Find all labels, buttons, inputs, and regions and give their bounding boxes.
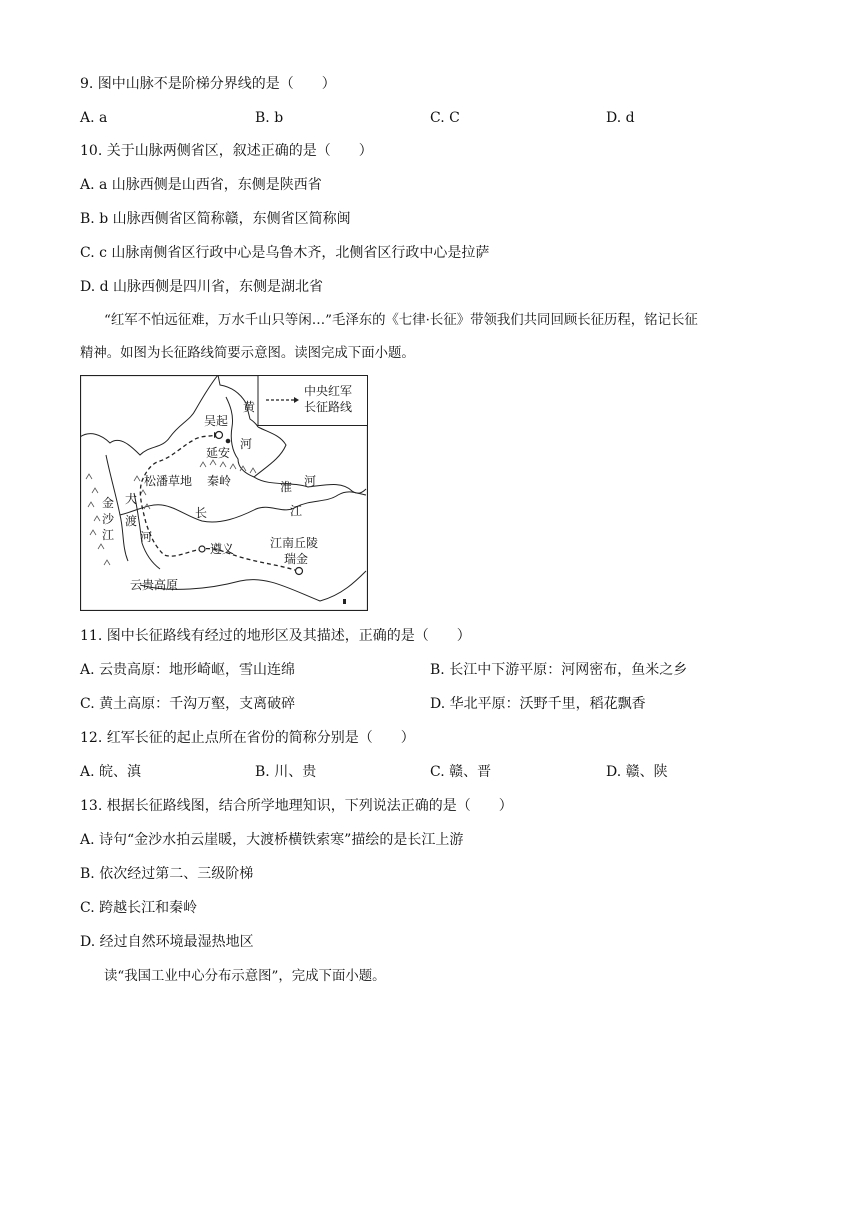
q13-option-b: B. 依次经过第二、三级阶梯 [80, 866, 254, 882]
label-da: 大 [125, 492, 138, 506]
label-chang: 长 [195, 506, 208, 520]
wuqi-point [216, 432, 223, 439]
label-jiang-1: 江 [102, 528, 115, 542]
label-sha: 沙 [102, 512, 115, 526]
label-du: 渡 [125, 514, 138, 528]
q11-option-b: B. 长江中下游平原：河网密布，鱼米之乡 [430, 662, 688, 678]
label-jiang-2: 江 [290, 504, 303, 518]
q10-option-b: B. b 山脉西侧省区简称赣，东侧省区简称闽 [80, 211, 351, 227]
q10-option-d: D. d 山脉西侧是四川省，东侧是湖北省 [80, 279, 324, 295]
q10-option-c: C. c 山脉南侧省区行政中心是乌鲁木齐，北侧省区行政中心是拉萨 [80, 245, 490, 261]
label-yungui: 云贵高原 [130, 578, 179, 592]
label-he-1: 河 [240, 437, 253, 451]
label-zunyi: 遵义 [210, 542, 235, 556]
island-marker [343, 599, 346, 604]
q13-stem: 13. 根据长征路线图，结合所学地理知识，下列说法正确的是（ ） [80, 798, 513, 814]
q11-option-d: D. 华北平原：沃野千里，稻花飘香 [430, 696, 646, 712]
q12-option-d: D. 赣、陕 [606, 764, 668, 780]
q13-option-a: A. 诗句“金沙水拍云崖暖，大渡桥横铁索寒”描绘的是长江上游 [80, 832, 464, 848]
label-huai: 淮 [280, 480, 293, 494]
q11-option-a: A. 云贵高原：地形崎岖，雪山连绵 [80, 662, 296, 678]
ruijin-point [296, 568, 303, 575]
label-he-3: 河 [140, 530, 153, 544]
q13-option-d: D. 经过自然环境最湿热地区 [80, 934, 254, 950]
q9-stem: 9. 图中山脉不是阶梯分界线的是（ ） [80, 76, 336, 92]
label-qinling: 秦岭 [207, 474, 232, 488]
q12-option-b: B. 川、贵 [255, 764, 317, 780]
intro-paragraph-line2: 精神。如图为长征路线简要示意图。读图完成下面小题。 [80, 346, 415, 361]
q9-option-a: A. a [80, 110, 108, 126]
q13-option-c: C. 跨越长江和秦岭 [80, 900, 198, 916]
intro-paragraph-industry: 读“我国工业中心分布示意图”，完成下面小题。 [104, 969, 386, 984]
label-jin: 金 [102, 496, 115, 510]
label-ruijin: 瑞金 [284, 552, 309, 566]
label-songpan: 松潘草地 [144, 474, 193, 488]
label-wuqi: 吴起 [204, 414, 229, 428]
q12-option-a: A. 皖、滇 [80, 764, 142, 780]
yanan-point [226, 439, 231, 444]
label-yanan: 延安 [206, 446, 231, 460]
q10-stem: 10. 关于山脉两侧省区，叙述正确的是（ ） [80, 143, 373, 159]
legend-label-1: 中央红军 [304, 384, 353, 398]
q11-stem: 11. 图中长征路线有经过的地形区及其描述，正确的是（ ） [80, 628, 471, 644]
q9-option-b: B. b [255, 110, 284, 126]
legend-label-2: 长征路线 [304, 400, 353, 414]
q11-option-c: C. 黄土高原：千沟万壑，支离破碎 [80, 696, 296, 712]
label-jiangnan: 江南丘陵 [270, 536, 319, 550]
q9-option-d: D. d [606, 110, 635, 126]
q10-option-a: A. a 山脉西侧是山西省，东侧是陕西省 [80, 177, 322, 193]
long-march-map [80, 375, 368, 611]
intro-paragraph-line1: “红军不怕远征难，万水千山只等闲…”毛泽东的《七律·长征》带领我们共同回顾长征历程，铭记长征 [104, 313, 698, 328]
q9-option-c: C. C [430, 110, 460, 126]
label-he-2: 河 [304, 474, 317, 488]
zunyi-point [199, 546, 205, 552]
label-huang: 黄 [243, 400, 256, 414]
q12-option-c: C. 赣、晋 [430, 764, 492, 780]
q12-stem: 12. 红军长征的起止点所在省份的简称分别是（ ） [80, 730, 415, 746]
